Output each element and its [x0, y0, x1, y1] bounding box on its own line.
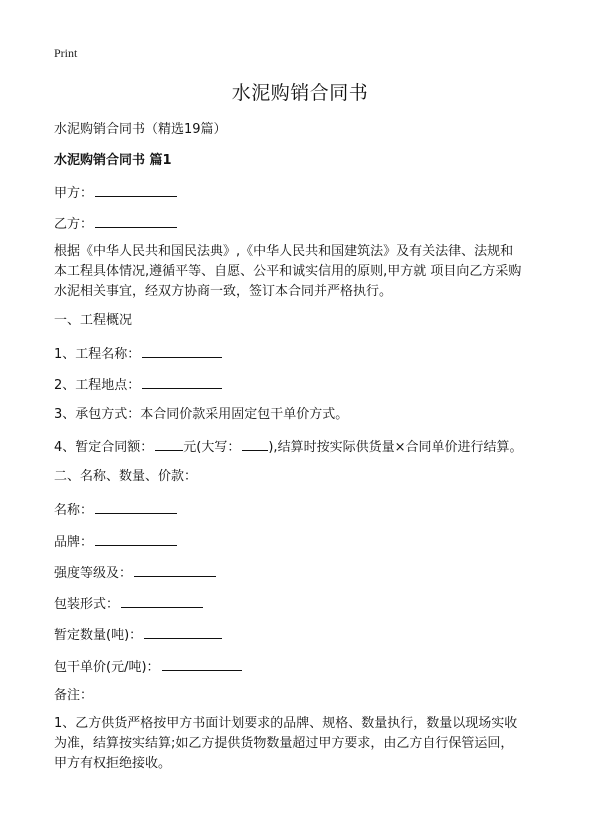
quantity-label: 暂定数量(吨)： [54, 628, 143, 643]
section2-heading: 二、名称、数量、价款： [54, 469, 198, 484]
quantity-line [54, 624, 222, 646]
strength-line [54, 562, 216, 584]
contract-method-line: 3、承包方式：本合同价款采用固定包干单价方式。 [54, 407, 349, 422]
name-line [54, 499, 177, 521]
project-location-label: 2、工程地点： [54, 378, 141, 393]
remarks-label: 备注： [54, 688, 94, 703]
project-location-line [54, 374, 222, 396]
section-heading: 水泥购销合同书 篇1 [54, 153, 172, 168]
remark-line: 为准，结算按实结算;如乙方提供货物数量超过甲方要求，由乙方自行保管运回， [54, 736, 514, 751]
strength-label: 强度等级及： [54, 566, 133, 581]
name-blank [95, 499, 177, 514]
remark-line: 1、乙方供货严格按甲方书面计划要求的品牌、规格、数量执行，数量以现场实收 [54, 716, 518, 731]
brand-label: 品牌： [54, 535, 94, 550]
unit-price-blank [162, 656, 242, 671]
provisional-amount-yuan: 元(大写： [183, 440, 241, 455]
intro-paragraph [54, 242, 554, 302]
party-b-line [54, 213, 177, 235]
intro-line: 根据《中华人民共和国民法典》,《中华人民共和国建筑法》及有关法律、法规和 [54, 244, 514, 259]
intro-line: 水泥相关事宜，经双方协商一致，签订本合同并严格执行。 [54, 284, 393, 299]
party-b-blank [95, 213, 177, 228]
project-name-line [54, 343, 222, 365]
packaging-blank [121, 593, 203, 608]
print-link[interactable]: Print [54, 46, 78, 60]
provisional-amount-prefix: 4、暂定合同额： [54, 440, 154, 455]
amount-words-blank [242, 436, 268, 451]
packaging-label: 包装形式： [54, 597, 120, 612]
intro-line: 本工程具体情况,遵循平等、自愿、公平和诚实信用的原则,甲方就 项目向乙方采购 [54, 264, 522, 279]
project-name-label: 1、工程名称： [54, 347, 141, 362]
brand-line [54, 531, 177, 553]
name-label: 名称： [54, 503, 94, 518]
amount-blank [155, 436, 183, 451]
party-b-label: 乙方： [54, 217, 94, 232]
remark-line: 甲方有权拒绝接收。 [54, 756, 172, 771]
quantity-blank [144, 624, 222, 639]
unit-price-line [54, 656, 242, 678]
packaging-line [54, 593, 203, 615]
provisional-amount-line [54, 436, 522, 458]
project-location-blank [142, 374, 222, 389]
party-a-blank [95, 182, 177, 197]
party-a-label: 甲方： [54, 186, 94, 201]
document-subtitle: 水泥购销合同书（精选19篇） [54, 122, 227, 137]
project-name-blank [142, 343, 222, 358]
section1-heading: 一、工程概况 [54, 313, 133, 328]
provisional-amount-suffix: ),结算时按实际供货量×合同单价进行结算。 [268, 440, 523, 455]
strength-blank [134, 562, 216, 577]
remark-paragraph [54, 714, 554, 774]
page-title: 水泥购销合同书 [231, 82, 369, 104]
party-a-line [54, 182, 177, 204]
unit-price-label: 包干单价(元/吨)： [54, 660, 160, 675]
brand-blank [95, 531, 177, 546]
